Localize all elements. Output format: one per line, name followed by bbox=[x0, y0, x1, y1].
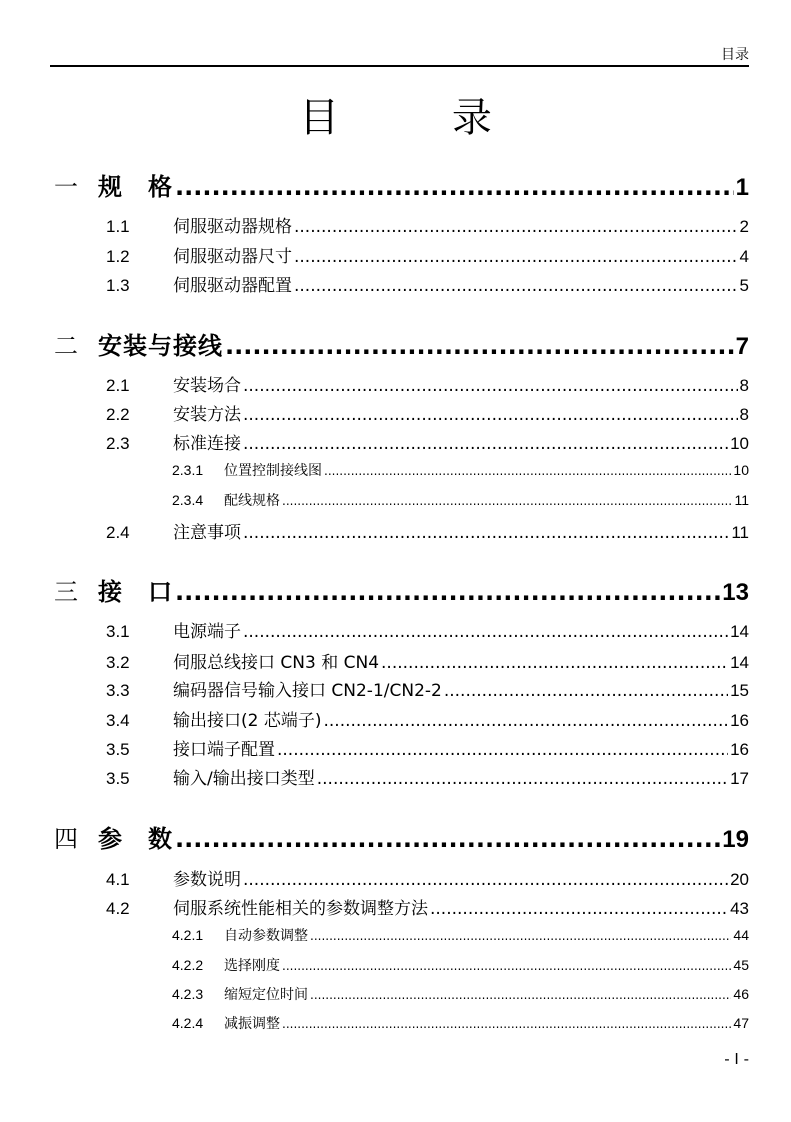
toc-entry-page: 47 bbox=[733, 1015, 749, 1031]
toc-entry-title: 选择刚度 bbox=[224, 958, 280, 974]
toc-entry-title: 缩短定位时间 bbox=[224, 987, 308, 1003]
toc-entry-title: 输出接口(2 芯端子) bbox=[173, 711, 322, 731]
toc-entry-number: 4.2.4 bbox=[172, 1015, 204, 1031]
toc-leader-dots bbox=[282, 493, 732, 509]
toc-entry[interactable] bbox=[106, 648, 749, 673]
toc-entry[interactable] bbox=[106, 894, 749, 919]
toc-leader-dots bbox=[175, 825, 720, 853]
toc-entry-page: 46 bbox=[733, 986, 749, 1002]
toc-entry-number: 3.4 bbox=[106, 711, 130, 730]
toc-entry[interactable] bbox=[106, 518, 749, 543]
toc-leader-dots bbox=[243, 870, 728, 890]
toc-entry-title: 参 数 bbox=[98, 825, 173, 853]
toc-leader-dots bbox=[225, 332, 734, 360]
toc-entry[interactable] bbox=[106, 400, 749, 425]
toc-leader-dots bbox=[243, 405, 738, 425]
toc-leader-dots bbox=[175, 173, 734, 201]
toc-entry-page: 5 bbox=[739, 276, 749, 295]
toc-entry[interactable] bbox=[106, 271, 749, 296]
toc-entry[interactable] bbox=[172, 1013, 749, 1033]
toc-entry-page: 15 bbox=[730, 681, 749, 700]
toc-entry-title: 安装方法 bbox=[173, 405, 241, 425]
toc-entry-page: 2 bbox=[739, 217, 749, 236]
toc-leader-dots bbox=[444, 681, 728, 701]
toc-entry-page: 16 bbox=[730, 740, 749, 759]
toc-entry-page: 7 bbox=[735, 333, 749, 360]
toc-entry[interactable] bbox=[106, 676, 749, 701]
toc-entry-number: 4.2 bbox=[106, 899, 130, 918]
toc-entry-page: 8 bbox=[739, 376, 749, 395]
toc-entry[interactable] bbox=[106, 706, 749, 731]
toc-entry-number: 3.2 bbox=[106, 653, 130, 672]
toc-leader-dots bbox=[243, 523, 729, 543]
toc-entry[interactable] bbox=[54, 572, 749, 607]
toc-entry[interactable] bbox=[172, 984, 749, 1004]
toc-entry-title: 注意事项 bbox=[173, 523, 241, 543]
toc-entry-page: 17 bbox=[730, 769, 749, 788]
toc-entry-title: 接 口 bbox=[98, 578, 173, 606]
toc-entry-number: 2.3 bbox=[106, 434, 130, 453]
toc-entry-number: 4.1 bbox=[106, 870, 130, 889]
toc-entry-page: 43 bbox=[730, 899, 749, 918]
toc-entry-title: 伺服总线接口 CN3 和 CN4 bbox=[173, 653, 380, 673]
toc-entry-page: 10 bbox=[730, 434, 749, 453]
toc-leader-dots bbox=[294, 276, 738, 296]
toc-entry-page: 11 bbox=[731, 523, 749, 542]
toc-leader-dots bbox=[310, 928, 731, 944]
toc-entry-page: 4 bbox=[739, 247, 749, 266]
toc-leader-dots bbox=[294, 217, 738, 237]
toc-leader-dots bbox=[243, 376, 738, 396]
toc-entry[interactable] bbox=[172, 490, 749, 510]
toc-leader-dots bbox=[277, 740, 728, 760]
toc-entry[interactable] bbox=[106, 764, 749, 789]
toc-leader-dots bbox=[317, 769, 728, 789]
toc-leader-dots bbox=[310, 987, 731, 1003]
toc-entry-page: 16 bbox=[730, 711, 749, 730]
toc-entry-number: 2.2 bbox=[106, 405, 130, 424]
toc-entry-title: 编码器信号输入接口 CN2-1/CN2-2 bbox=[173, 681, 442, 701]
toc-entry[interactable] bbox=[172, 925, 749, 945]
toc-entry-title: 配线规格 bbox=[224, 493, 280, 509]
toc-leader-dots bbox=[282, 1016, 731, 1032]
toc-entry-page: 14 bbox=[730, 622, 749, 641]
toc-entry-page: 45 bbox=[733, 957, 749, 973]
toc-entry-page: 10 bbox=[733, 462, 749, 478]
toc-entry[interactable] bbox=[106, 865, 749, 890]
toc-leader-dots bbox=[282, 958, 731, 974]
toc-entry-page: 44 bbox=[733, 927, 749, 943]
toc-entry-number: 4.2.1 bbox=[172, 927, 204, 943]
toc-entry-title: 标准连接 bbox=[173, 434, 241, 454]
toc-entry-page: 20 bbox=[730, 870, 749, 889]
toc-entry-number: 3.1 bbox=[106, 622, 130, 641]
toc-entry-title: 输入/输出接口类型 bbox=[173, 769, 315, 789]
toc-entry-title: 规 格 bbox=[98, 173, 173, 201]
toc-entry[interactable] bbox=[54, 326, 749, 361]
toc-entry-number: 二 bbox=[54, 332, 78, 360]
toc-entry-number: 1.1 bbox=[106, 217, 130, 236]
toc-entry-title: 位置控制接线图 bbox=[224, 463, 322, 479]
toc-entry-page: 1 bbox=[735, 174, 749, 201]
toc-entry-title: 伺服驱动器尺寸 bbox=[173, 247, 292, 267]
toc-entry-title: 安装与接线 bbox=[98, 332, 223, 360]
toc-leader-dots bbox=[243, 622, 728, 642]
toc-entry-number: 三 bbox=[54, 578, 78, 606]
toc-entry-number: 3.3 bbox=[106, 681, 130, 700]
toc-entry-number: 1.3 bbox=[106, 276, 130, 295]
toc-entry-title: 接口端子配置 bbox=[173, 740, 275, 760]
toc-entry-number: 2.4 bbox=[106, 523, 130, 542]
toc-entry[interactable] bbox=[106, 617, 749, 642]
toc-leader-dots bbox=[323, 711, 728, 731]
toc-entry[interactable] bbox=[54, 167, 749, 202]
toc-entry-number: 1.2 bbox=[106, 247, 130, 266]
toc-entry[interactable] bbox=[106, 371, 749, 396]
toc-entry-title: 伺服驱动器配置 bbox=[173, 276, 292, 296]
toc-leader-dots bbox=[243, 434, 728, 454]
toc-entry-number: 2.1 bbox=[106, 376, 130, 395]
page-number: - I - bbox=[724, 1050, 749, 1068]
toc-entry-page: 19 bbox=[722, 826, 749, 853]
toc-entry-title: 电源端子 bbox=[173, 622, 241, 642]
toc-entry-page: 11 bbox=[734, 492, 749, 508]
toc-entry[interactable] bbox=[54, 819, 749, 854]
toc-leader-dots bbox=[381, 653, 728, 673]
toc-entry-title: 伺服驱动器规格 bbox=[173, 217, 292, 237]
toc-entry-number: 4.2.3 bbox=[172, 986, 204, 1002]
toc-entry-number: 4.2.2 bbox=[172, 957, 204, 973]
toc-entry-number: 3.5 bbox=[106, 769, 130, 788]
page-title: 目 录 bbox=[299, 95, 542, 141]
toc-entry[interactable] bbox=[106, 429, 749, 454]
toc-entry-number: 一 bbox=[54, 173, 78, 201]
toc-leader-dots bbox=[430, 899, 728, 919]
toc-entry-title: 参数说明 bbox=[173, 870, 241, 890]
toc-entry[interactable] bbox=[172, 460, 749, 480]
header-label: 目录 bbox=[721, 47, 749, 63]
toc-entry-number: 四 bbox=[54, 825, 78, 853]
toc-entry-title: 减振调整 bbox=[224, 1016, 280, 1032]
toc-entry-title: 安装场合 bbox=[173, 376, 241, 396]
toc-leader-dots bbox=[324, 463, 731, 479]
toc-entry-number: 2.3.1 bbox=[172, 462, 204, 478]
toc-entry-number: 3.5 bbox=[106, 740, 130, 759]
toc-entry[interactable] bbox=[106, 735, 749, 760]
toc-leader-dots bbox=[175, 578, 720, 606]
toc-leader-dots bbox=[294, 247, 738, 267]
toc-entry[interactable] bbox=[106, 242, 749, 267]
toc-entry-page: 13 bbox=[722, 579, 749, 606]
toc-entry-number: 2.3.4 bbox=[172, 492, 204, 508]
toc-entry[interactable] bbox=[172, 955, 749, 975]
toc-entry-title: 伺服系统性能相关的参数调整方法 bbox=[173, 899, 428, 919]
toc-entry[interactable] bbox=[106, 212, 749, 237]
toc-entry-title: 自动参数调整 bbox=[224, 928, 308, 944]
toc-entry-page: 8 bbox=[739, 405, 749, 424]
toc-entry-page: 14 bbox=[730, 653, 749, 672]
header-rule bbox=[50, 65, 749, 67]
